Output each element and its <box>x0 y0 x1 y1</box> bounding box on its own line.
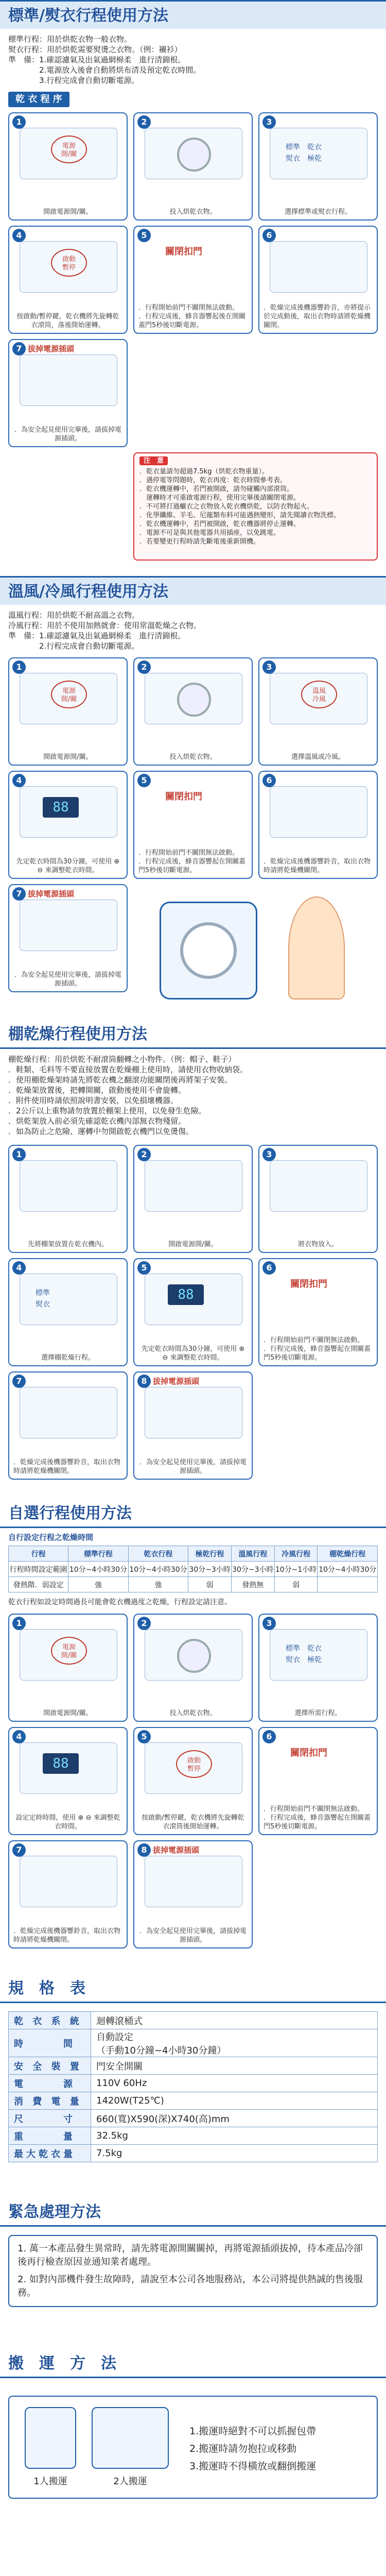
table-header: 乾衣行程 <box>128 1546 188 1562</box>
step-card <box>8 771 128 879</box>
step-caption: ．行程開始前門不關閉無法啟動。 ．行程完成後，蜂音器響起在開關蓋門5秒後切斷電源。 <box>264 1805 371 1831</box>
step-number: 3 <box>262 115 276 129</box>
standard-notes <box>8 34 378 86</box>
step-card <box>8 1614 128 1722</box>
spec-key: 消 費 電 量 <box>9 2092 91 2110</box>
note-line: ．烘乾架放入前必須先確認乾衣機內部無衣物殘留。 <box>8 1116 186 1126</box>
one-person-carry-icon <box>25 2407 76 2469</box>
step-caption: 按啟動/暫停鍵，乾衣機將先旋轉乾衣滾筒後開始運轉。 <box>142 1814 244 1831</box>
step-number: 4 <box>12 1730 26 1743</box>
step-number: 2 <box>137 660 151 674</box>
table-row <box>9 1562 378 1577</box>
section-title-emergency: 緊急處理方法 <box>0 2198 386 2227</box>
step-card <box>8 1258 128 1366</box>
note-line: ．附件使用時請依照說明書安裝，以免損壞機器。 <box>8 1096 179 1105</box>
warning-line: ．若要變更行程時請先斷電後重新開機。 <box>139 538 260 546</box>
warning-line: ．乾衣機運轉中，若門被開啟，乾衣機器將停止運轉。 <box>139 520 301 528</box>
step-number: 6 <box>262 1730 276 1743</box>
table-header: 冷風行程 <box>274 1546 318 1562</box>
step-card <box>133 1614 253 1722</box>
step-caption: ．為安全起見使用完畢後，請拔掉電源插頭。 <box>14 426 121 443</box>
step-number: 3 <box>262 1148 276 1161</box>
spec-key: 最大乾衣量 <box>9 2145 91 2162</box>
spec-value: 1420W(T25℃) <box>91 2092 378 2110</box>
step-number: 3 <box>262 660 276 674</box>
moving-item: 2.搬運時請勿抱拉或移動 <box>189 2443 297 2454</box>
table-row <box>9 2110 378 2127</box>
table-cell: 行程時間設定範圍 <box>9 1562 68 1577</box>
power-button-icon: 電源 開/關 <box>51 135 87 163</box>
custom-steps <box>8 1614 378 1948</box>
section-title-moving: 搬 運 方 法 <box>0 2349 386 2378</box>
step-number: 8 <box>137 1843 151 1857</box>
two-person-carry-icon <box>92 2407 169 2469</box>
step-number: 1 <box>12 115 26 129</box>
step-number: 7 <box>12 1843 26 1857</box>
section-title-spec: 規 格 表 <box>0 1974 386 2003</box>
carry-label: 1人搬運 <box>33 2476 67 2487</box>
step-number: 2 <box>137 1148 151 1161</box>
step-number: 2 <box>137 115 151 129</box>
shelf-steps <box>8 1145 378 1480</box>
spec-value: 門安全開關 <box>91 2057 378 2075</box>
step-number: 8 <box>137 1375 151 1388</box>
step-illustration <box>20 673 117 724</box>
close-door-label: 關閉扣門 <box>290 1748 327 1758</box>
unplug-label: 拔掉電源插頭 <box>28 344 75 353</box>
spec-value: 110V 60Hz <box>91 2075 378 2092</box>
table-row <box>9 2057 378 2075</box>
dryer-door-icon <box>20 1387 117 1438</box>
spec-value: 迴轉滾桶式 <box>91 2012 378 2029</box>
step-card <box>8 1371 128 1480</box>
note-line: 準 備：1.確認濾氣及出氣過網棉柔 進行清錦根。 <box>8 631 186 640</box>
note-line: ．使用棚乾燥架時請先將乾衣機之翻滾功能關閉後再將架子安裝。 <box>8 1075 233 1084</box>
step-card <box>133 1727 253 1835</box>
step-caption: 選擇所需行程。 <box>294 1709 342 1717</box>
section-title-shelf: 棚乾燥行程使用方法 <box>0 1020 386 1049</box>
table-header: 溫風行程 <box>231 1546 274 1562</box>
dryer-drum-icon <box>145 128 242 179</box>
note-line: 準 備：1.確認濾氣及出氣過網棉柔 進行清錦根。 <box>8 55 186 64</box>
step-illustration <box>270 673 367 724</box>
section-title-custom: 自選行程使用方法 <box>0 1499 386 1528</box>
standard-steps <box>8 112 378 447</box>
note-line: 標準行程：用於烘乾衣物一般衣物。 <box>8 35 132 44</box>
dryer-door-icon <box>270 241 367 293</box>
schedule-table <box>8 1546 378 1592</box>
step-caption: 選擇棚乾燥行程。 <box>41 1354 95 1362</box>
step-card <box>133 771 253 879</box>
step-number: 4 <box>12 1261 26 1275</box>
step-caption: 投入烘乾衣物。 <box>169 753 217 761</box>
power-button-icon: 電源 開/關 <box>51 1637 87 1665</box>
spec-value: 660(寬)X590(深)X740(高)mm <box>91 2110 378 2127</box>
step-number: 7 <box>12 1375 26 1388</box>
step-number: 5 <box>137 1730 151 1743</box>
warning-box <box>133 452 378 561</box>
table-cell: 強 <box>68 1577 128 1592</box>
step-caption: 選擇溫風或冷風。 <box>291 753 345 761</box>
note-line: ．如為防止之危險、運轉中勿開啟乾衣機門以免燙傷。 <box>8 1127 194 1136</box>
shelf-rack-icon <box>20 1160 117 1212</box>
moving-instructions <box>189 2422 316 2475</box>
table-cell: 10分~4小時30分 <box>68 1562 128 1577</box>
program-options: 標準 熨衣 <box>36 1289 50 1309</box>
section-title-warm: 溫風/冷風行程使用方法 <box>0 576 386 605</box>
step-caption: 先定乾衣時間為30分鐘，可使用 ⊕ ⊖ 來調整乾衣時間。 <box>141 1345 245 1362</box>
step-number: 5 <box>137 774 151 787</box>
table-cell: 10分~1小時 <box>274 1562 318 1577</box>
step-card <box>133 657 253 766</box>
spec-key: 電 源 <box>9 2075 91 2092</box>
step-caption: ．行程開始前門不關閉無法啟動。 ．行程完成後，蜂音器響起在開關蓋門5秒後切斷電源。 <box>264 1336 371 1362</box>
step-number: 1 <box>12 1617 26 1630</box>
step-card <box>133 1258 253 1366</box>
program-options: 標準 乾衣 熨衣 極乾 <box>286 143 322 163</box>
step-card <box>258 1727 378 1835</box>
timer-display-icon <box>20 1742 117 1794</box>
spec-key: 重 量 <box>9 2127 91 2145</box>
note-line: ．鞋類、毛料等不要直接放置在乾燥棚上使用時，請使用衣物收納袋。 <box>8 1065 248 1074</box>
note-line: ．2公斤以上重物請勿放置於棚架上使用，以免發生危險。 <box>8 1106 206 1115</box>
step-number: 7 <box>12 342 26 355</box>
step-card <box>133 1840 253 1948</box>
table-header: 標準行程 <box>68 1546 128 1562</box>
table-cell: 發熱無 <box>231 1577 274 1592</box>
emergency-item: 1. 萬一本產品發生異常時，請先將電源開關關掉，再將電源插頭拔掉，待本產品冷卻後再行檢查原因並通知業者處理。 <box>17 2243 363 2267</box>
warning-line: ．遇停電等問題時，乾衣再度：乾衣時間參考表。 <box>139 477 287 484</box>
note-line: 2.行程完成會自動切斷電源。 <box>8 641 139 651</box>
step-number: 4 <box>12 229 26 242</box>
step-card <box>8 657 128 766</box>
step-caption: 投入烘乾衣物。 <box>169 1709 217 1717</box>
table-row <box>9 2092 378 2110</box>
step-caption: 開啟電源開/關。 <box>43 1709 93 1717</box>
warm-notes <box>8 610 378 651</box>
custom-note: 乾衣行程如設定時間過長可能會乾衣機過度之乾燥，行程設定請注意。 <box>8 1598 232 1606</box>
start-pause-button-icon: 啟動 暫停 <box>51 249 87 277</box>
program-options: 標準 乾衣 熨衣 極乾 <box>286 1645 322 1664</box>
time-display: 88 <box>43 797 79 818</box>
spec-value: 自動設定 （手動10分鐘~4小時30分鐘） <box>91 2029 378 2057</box>
section-title-standard: 標準/熨衣行程使用方法 <box>0 0 386 29</box>
unplug-label: 拔掉電源插頭 <box>153 1845 200 1855</box>
close-door-label: 關閉扣門 <box>165 791 202 802</box>
spec-key: 尺 寸 <box>9 2110 91 2127</box>
table-cell: 弱 <box>274 1577 318 1592</box>
timer-display-icon <box>145 1274 242 1325</box>
step-illustration <box>20 1629 117 1681</box>
warning-title: 注 意 <box>139 456 168 465</box>
start-pause-button-icon: 啟動 暫停 <box>176 1750 212 1778</box>
step-card <box>8 226 128 334</box>
shelf-notes <box>8 1054 378 1137</box>
note-line: 2.電源放入後會自動將烘布清及預定乾衣時間。 <box>8 65 201 75</box>
dryer-drum-icon <box>145 1629 242 1681</box>
step-number: 1 <box>12 1148 26 1161</box>
step-card <box>8 1840 128 1948</box>
step-caption: 先將棚架放置在乾衣機內。 <box>27 1241 108 1248</box>
spec-key: 安 全 裝 置 <box>9 2057 91 2075</box>
step-number: 4 <box>12 774 26 787</box>
step-caption: 按啟動/暫停鍵，乾衣機將先旋轉乾衣滾筒，落後開始運轉。 <box>16 313 119 329</box>
dryer-drum-icon <box>270 1160 367 1212</box>
step-caption: 設定定時時間，使用 ⊕ ⊖ 來調整乾衣時間。 <box>15 1814 120 1831</box>
carry-label: 2人搬運 <box>113 2476 147 2487</box>
custom-subtitle: 自行設定行程之乾燥時間 <box>8 1533 94 1542</box>
step-caption: 開啟電源開/關。 <box>168 1241 218 1248</box>
step-caption: ．行程開始前門不關閉無法啟動。 ．行程完成後，蜂音器響起在開關蓋門5秒後切斷電源。 <box>138 849 246 874</box>
step-caption: 開啟電源開/關。 <box>43 753 93 761</box>
warm-cool-button-icon: 溫風 冷風 <box>301 681 337 708</box>
warning-line: ．乾衣機運轉中，若門被開啟，請勿碰觸內部滾筒。 <box>139 485 294 493</box>
spec-key: 乾 衣 系 統 <box>9 2012 91 2029</box>
table-header: 棚乾燥行程 <box>318 1546 378 1562</box>
warning-line: ．化學纖維、羊毛、尼龍類布料可能遇熱變形，請先閱讀衣物洗標。 <box>139 512 341 519</box>
table-row <box>9 1546 378 1562</box>
table-cell: 發熱階．弱設定 <box>9 1577 68 1592</box>
step-card <box>133 1371 253 1480</box>
time-display: 88 <box>43 1753 79 1774</box>
emergency-item: 2. 如對內部機件發生故障時，請說至本公司各地服務站，本公司將提供熱誠的售後服務。 <box>17 2274 363 2298</box>
program-panel-icon <box>270 1629 367 1681</box>
dryer-door-icon <box>270 786 367 838</box>
table-cell: 30分~3小時 <box>231 1562 274 1577</box>
step-caption: ．乾燥完成後機器響鈴音，取出衣物時請將乾燥機關閉。 <box>264 858 371 874</box>
step-number: 5 <box>137 229 151 242</box>
spec-value: 7.5kg <box>91 2145 378 2162</box>
plug-icon <box>145 1387 242 1438</box>
step-number: 7 <box>12 887 26 901</box>
step-caption: ．乾燥完成後機器響鈴音，取出衣物時請將乾燥機關閉。 <box>13 1927 121 1944</box>
step-number: 3 <box>262 1617 276 1630</box>
step-card <box>258 1614 378 1722</box>
program-panel-icon <box>270 128 367 179</box>
program-panel-icon <box>20 1274 117 1325</box>
moving-item: 1.搬運時絕對不可以抓握包帶 <box>189 2426 317 2437</box>
step-number: 2 <box>137 1617 151 1630</box>
spec-key: 時 間 <box>9 2029 91 2057</box>
table-cell: 10分~4小時30分 <box>128 1562 188 1577</box>
step-card <box>8 339 128 447</box>
step-number: 1 <box>12 660 26 674</box>
plug-icon <box>145 1856 242 1907</box>
table-row <box>9 2029 378 2057</box>
table-row <box>9 2145 378 2162</box>
step-card <box>8 112 128 221</box>
plug-icon <box>20 900 117 951</box>
moving-item: 3.搬運時不得橫放或翻倒搬運 <box>189 2461 317 2472</box>
step-number: 6 <box>262 774 276 787</box>
power-button-icon: 電源 開/關 <box>51 681 87 708</box>
table-cell: 強 <box>128 1577 188 1592</box>
table-cell: 弱 <box>188 1577 232 1592</box>
warning-line: ．乾衣量請勿超過7.5kg（烘乾衣物重量）。 <box>139 468 269 476</box>
step-caption: 將衣物放入。 <box>297 1241 338 1248</box>
note-line: 溫風行程：用於烘乾不耐高溫之衣物。 <box>8 611 140 620</box>
step-caption: ．為安全起見使用完畢後，請拔掉電源插頭。 <box>14 971 121 988</box>
warning-line: ．電源不可是與其他電器共用插座，以免跳電。 <box>139 529 280 537</box>
step-caption: 開啟電源開/關。 <box>43 208 93 216</box>
step-card <box>133 112 253 221</box>
step-card <box>258 112 378 221</box>
table-cell <box>318 1577 378 1592</box>
emergency-box <box>8 2235 378 2307</box>
moving-box <box>8 2396 378 2499</box>
spec-table <box>8 2011 378 2162</box>
table-row <box>9 2075 378 2092</box>
step-card <box>258 226 378 334</box>
step-card <box>258 657 378 766</box>
note-line: ．乾燥架放置後，把轉開關，啟動後使用不會旋轉。 <box>8 1086 186 1095</box>
table-row <box>9 1577 378 1592</box>
step-card <box>8 1727 128 1835</box>
power-button-icon <box>145 1160 242 1212</box>
step-caption: ．乾燥完成後機器響鈴音，取出衣物時請將乾燥機關閉。 <box>13 1459 121 1475</box>
note-line: 棚乾燥行程：用於烘乾不耐滾筒翻轉之小物件。（例：帽子、鞋子） <box>8 1055 236 1064</box>
step-card <box>133 226 253 334</box>
step-caption: 選擇標準或熨衣行程。 <box>284 208 352 216</box>
timer-display-icon <box>20 786 117 838</box>
step-card <box>8 1145 128 1253</box>
step-illustration <box>20 128 117 179</box>
step-card <box>258 1258 378 1366</box>
step-caption: ．乾燥完成後機器響鈴音，亦將提示於完成動後，取出衣物時請將乾燥機關閉。 <box>264 304 371 329</box>
unplug-label: 拔掉電源插頭 <box>28 889 75 899</box>
warning-line: ．不可將打過蠟衣之衣物放入乾衣機烘乾，以防衣物起火。 <box>139 503 314 511</box>
table-header: 行程 <box>9 1546 68 1562</box>
step-caption: ．行程開始前門不關閉無法啟動。 ．行程完成後，蜂音器響起後在開關蓋門5秒後切斷電源。 <box>138 304 246 329</box>
unplug-label: 拔掉電源插頭 <box>153 1377 200 1386</box>
step-number: 6 <box>262 1261 276 1275</box>
dryer-door-icon <box>20 1856 117 1907</box>
close-door-label: 關閉扣門 <box>165 246 202 257</box>
table-row <box>9 2127 378 2145</box>
step-card <box>133 1145 253 1253</box>
close-door-label: 關閉扣門 <box>290 1279 327 1290</box>
sequence-label: 乾 衣 程 序 <box>8 92 69 107</box>
spec-value: 32.5kg <box>91 2127 378 2145</box>
girl-illustration <box>154 886 371 1005</box>
warning-line: 運轉時才可重啟電源行程，使用完畢後請關閉電源。 <box>139 494 301 502</box>
step-card <box>258 1145 378 1253</box>
table-header: 極乾行程 <box>188 1546 232 1562</box>
plug-icon <box>20 354 117 406</box>
step-illustration <box>20 241 117 293</box>
step-card <box>258 771 378 879</box>
step-caption: ．為安全起見使用完畢後，請拔掉電源插頭。 <box>139 1927 247 1944</box>
time-display: 88 <box>168 1284 204 1305</box>
step-card <box>8 884 128 992</box>
note-line: 3.行程完成會自動切斷電源。 <box>8 76 139 85</box>
step-caption: 先定乾衣時間為30分鐘，可使用 ⊕ ⊖ 來調整乾衣時間。 <box>16 858 120 874</box>
note-line: 熨衣行程：用於烘乾需要熨燙之衣物。（例：襯衫） <box>8 45 182 54</box>
step-number: 5 <box>137 1261 151 1275</box>
dryer-drum-icon <box>145 673 242 724</box>
step-illustration <box>145 1742 242 1794</box>
table-cell: 10分~4小時30分 <box>318 1562 378 1577</box>
step-caption: 投入烘乾衣物。 <box>169 208 217 216</box>
note-line: 冷風行程：用於不使用加熱就會：使用常溫乾燥之衣物。 <box>8 621 202 630</box>
step-caption: ．為安全起見使用完畢後，請拔掉電源插頭。 <box>139 1459 247 1475</box>
table-row <box>9 2012 378 2029</box>
step-number: 6 <box>262 229 276 242</box>
table-cell: 30分~3小時 <box>188 1562 232 1577</box>
